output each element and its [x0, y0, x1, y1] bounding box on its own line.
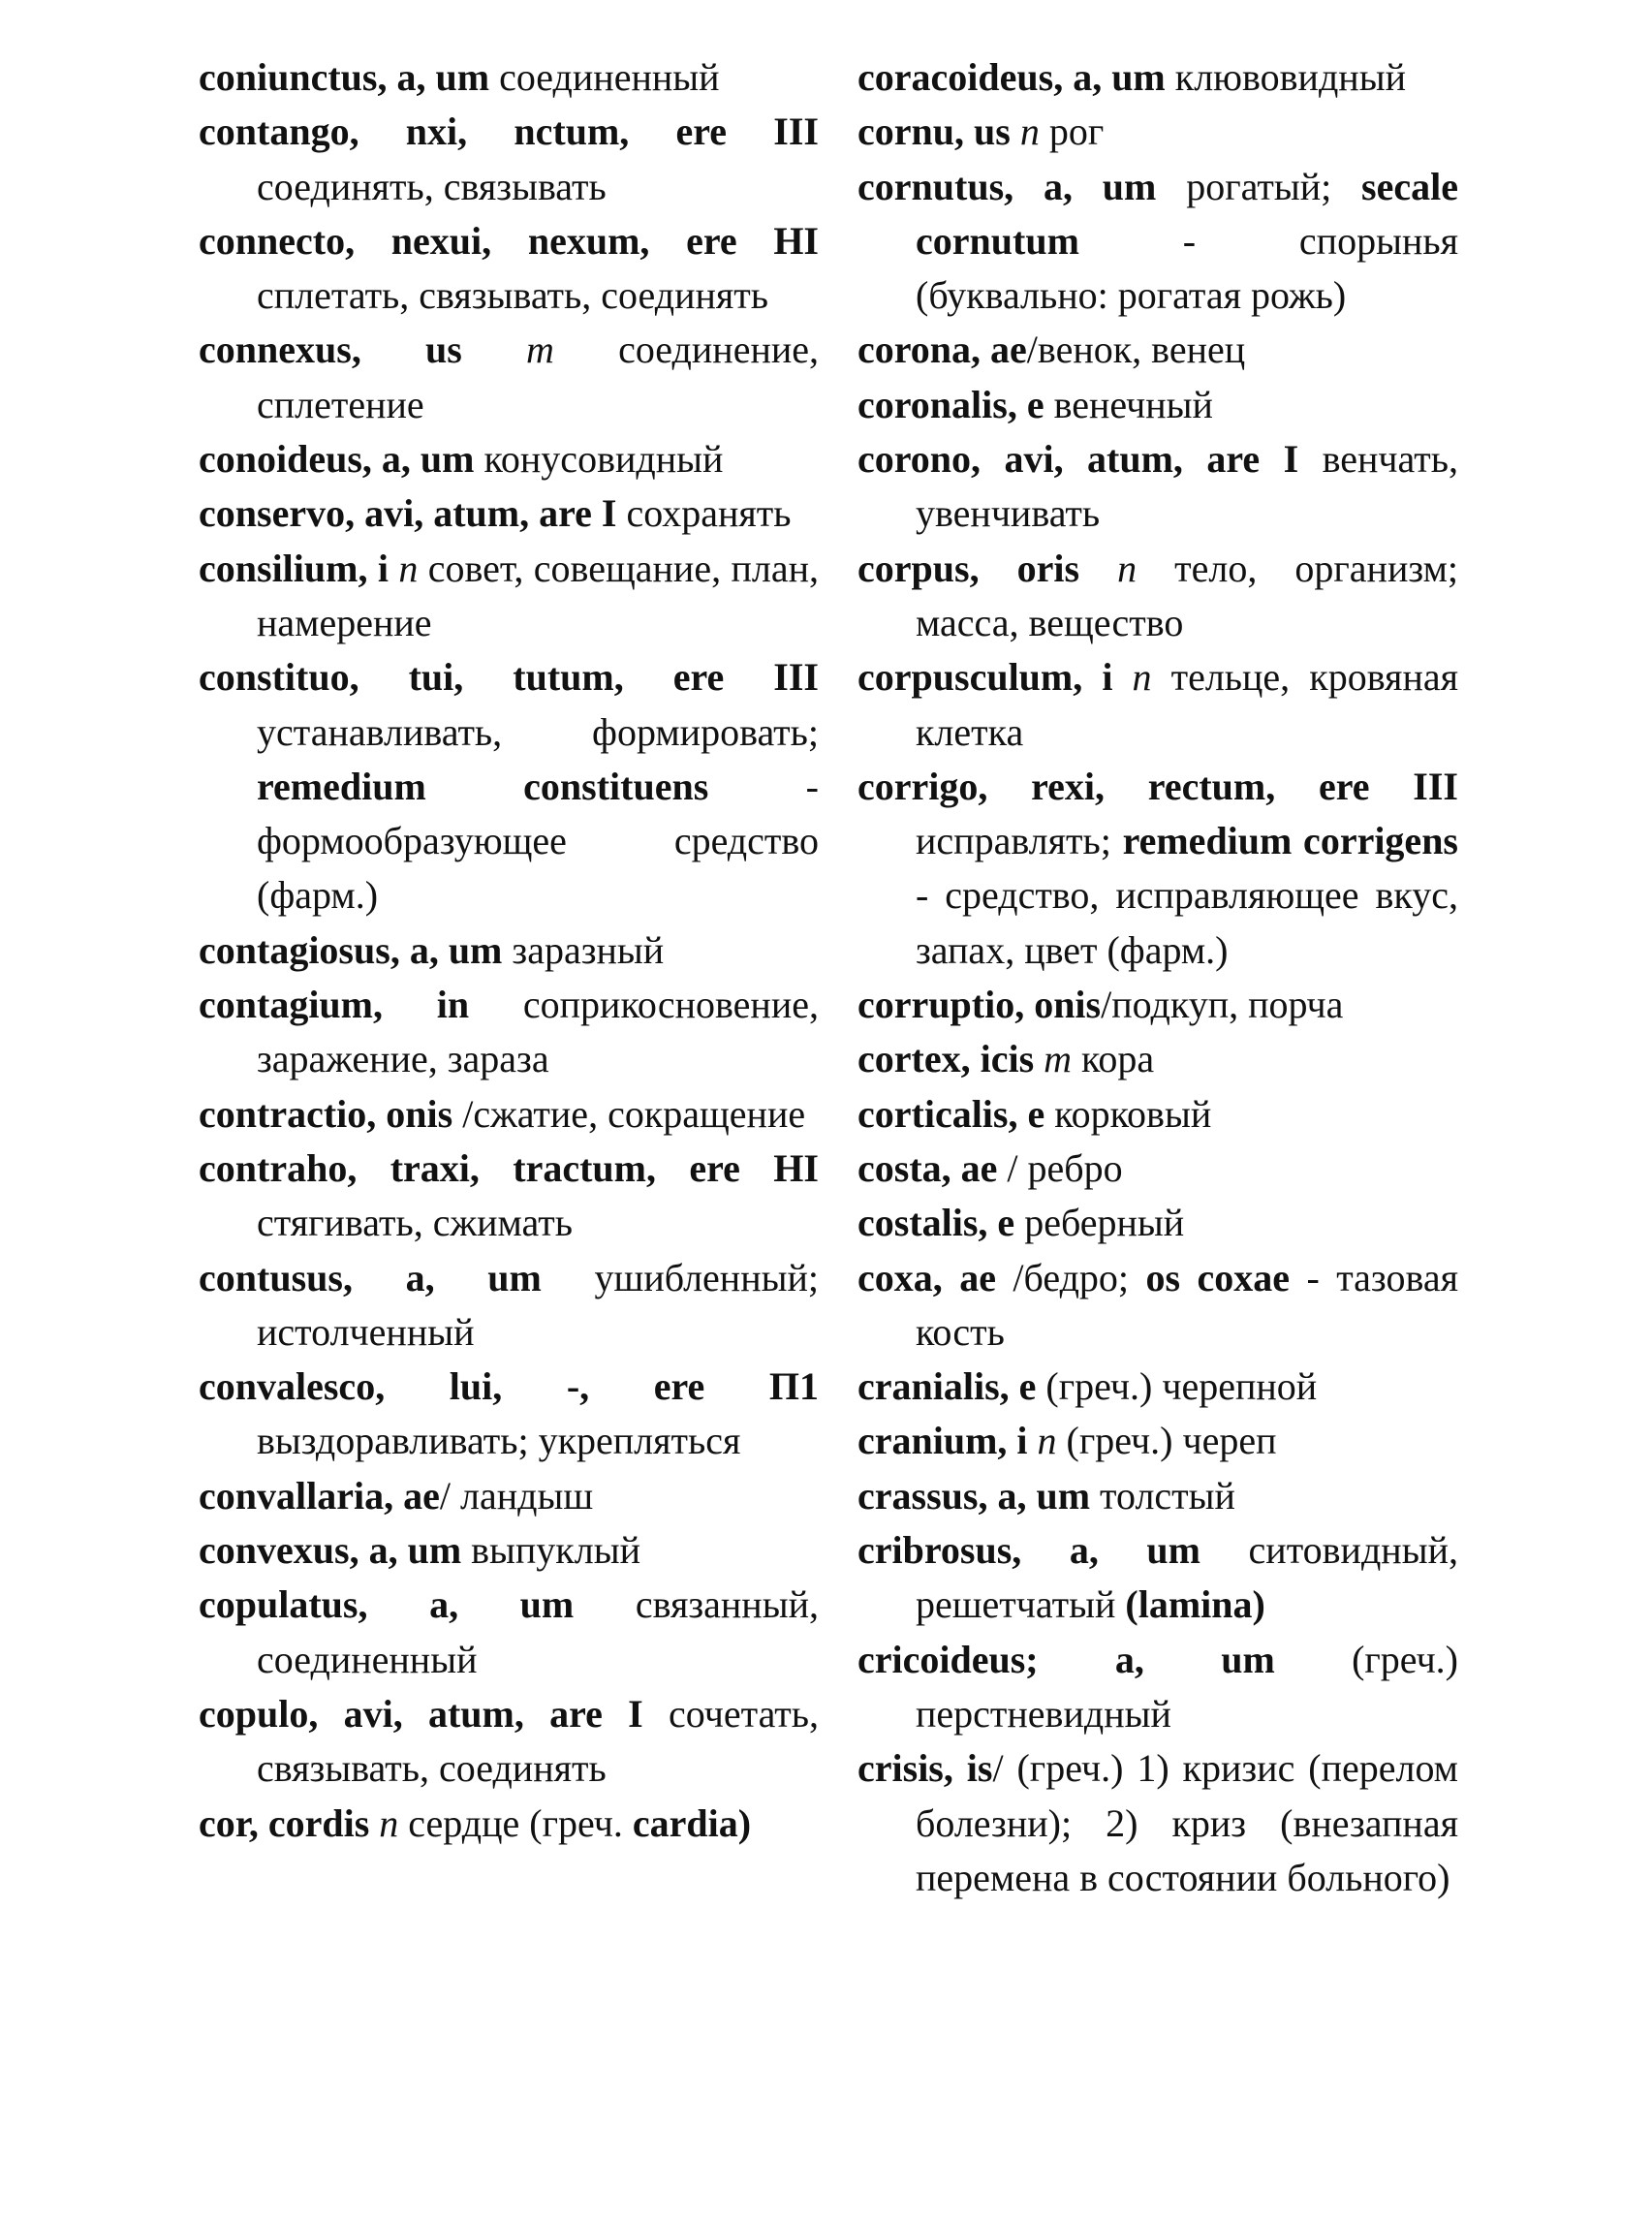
entry-grammar: m [461, 328, 554, 372]
entry-translation: соединенный [489, 55, 720, 99]
dictionary-entry [199, 1360, 819, 1469]
entry-translation: ландыш [450, 1473, 594, 1518]
entry-headword: corruptio, onis [857, 983, 1102, 1027]
dictionary-entry [199, 978, 819, 1087]
dictionary-entry [857, 542, 1458, 651]
dictionary-entry [199, 105, 819, 214]
entry-headword: corono, avi, atum, are I [857, 437, 1299, 482]
entry-headword: cricoideus; a, um [857, 1637, 1275, 1681]
dictionary-entry [857, 1360, 1458, 1414]
dictionary-entry [199, 323, 819, 432]
entry-headword: connexus, us [199, 328, 462, 372]
entry-headword: corticalis, e [857, 1091, 1045, 1136]
dictionary-entry [857, 1251, 1458, 1361]
entry-translation: конусовидный [474, 437, 724, 482]
entry-headword: contraho, traxi, tractum, ere HI [199, 1145, 819, 1190]
entry-grammar: n [388, 546, 419, 590]
entry-headword: coracoideus, a, um [857, 55, 1166, 99]
entry-headword: contagiosus, a, um [199, 927, 503, 972]
entry-headword: corpusculum, i [857, 655, 1113, 700]
entry-translation: сплетать, связывать, соединять [257, 273, 769, 318]
entry-translation: сжатие, сокращение [473, 1091, 806, 1136]
dictionary-entry [199, 923, 819, 978]
entry-translation: тельце, кровяная клетка [916, 655, 1459, 754]
entry-translation: корковый [1044, 1091, 1212, 1136]
entry-translation: ситовидный, решетчатый [916, 1528, 1458, 1627]
entry-grammar: n [1112, 655, 1152, 700]
left-column [199, 50, 819, 1851]
dictionary-entry [199, 1797, 819, 1851]
entry-grammar: n [1010, 110, 1040, 154]
dictionary-entry [857, 1142, 1458, 1196]
dictionary-entry [857, 1032, 1458, 1086]
dictionary-entry [199, 214, 819, 324]
entry-translation-continued: - средство, исправляющее вкус, запах, цвет (фарм.) [916, 873, 1458, 972]
entry-translation: (греч.) 1) кризис (перелом болезни); 2) криз (внезапная перемена в состоянии больного) [916, 1746, 1458, 1899]
entry-translation: совет, совещание, план, намерение [257, 546, 819, 644]
dictionary-entry [199, 650, 819, 923]
dictionary-entry [199, 1087, 819, 1142]
entry-grammar: / [1101, 983, 1112, 1027]
entry-headword: conoideus, a, um [199, 437, 475, 482]
entry-headword: cribrosus, a, um [857, 1528, 1200, 1573]
entry-translation: кора [1072, 1037, 1155, 1081]
entry-translation: соприкосновение, заражение, зараза [257, 983, 819, 1081]
entry-headword: convallaria, ae [199, 1473, 440, 1518]
entry-example: os coxae [1145, 1255, 1290, 1299]
dictionary-entry [199, 542, 819, 651]
entry-headword: connecto, nexui, nexum, ere HI [199, 218, 819, 263]
dictionary-entry [857, 1633, 1458, 1742]
dictionary-entry [199, 1469, 819, 1523]
dictionary-entry [857, 50, 1458, 105]
entry-translation: ребро [1017, 1145, 1123, 1190]
entry-translation: сочетать, связывать, соединять [257, 1691, 820, 1791]
entry-translation: связанный, соединенный [257, 1582, 819, 1681]
dictionary-entry [199, 486, 819, 541]
entry-headword: contango, nxi, nctum, ere III [199, 110, 819, 154]
entry-headword: crisis, is [857, 1746, 993, 1791]
entry-grammar: n [1079, 546, 1138, 590]
entry-grammar: / [995, 1255, 1024, 1299]
dictionary-entry [857, 160, 1458, 324]
entry-translation: устанавливать, формировать; [257, 709, 819, 754]
entry-headword: corona, ae [857, 328, 1027, 372]
entry-headword: corrigo, rexi, rectum, ere III [857, 764, 1458, 808]
entry-headword: cranialis, e [857, 1364, 1037, 1409]
entry-grammar: n [369, 1800, 399, 1845]
dictionary-entry [857, 760, 1458, 978]
entry-headword: constituo, tui, tutum, ere III [199, 655, 819, 700]
entry-translation: рогатый; [1156, 164, 1362, 208]
entry-headword: corpus, oris [857, 546, 1080, 590]
dictionary-entry [857, 1469, 1458, 1523]
entry-translation: венчать, увенчивать [916, 437, 1458, 536]
entry-headword: consilium, i [199, 546, 389, 590]
entry-grammar: m [1034, 1037, 1073, 1081]
entry-headword: convalesco, lui, -, ere П1 [199, 1364, 819, 1409]
dictionary-entry [857, 1087, 1458, 1142]
dictionary-entry [857, 1523, 1458, 1633]
entry-translation: соединение, сплетение [257, 328, 820, 426]
entry-translation: венечный [1044, 382, 1213, 426]
entry-translation-continued: - спорынья (буквально: рогатая рожь) [916, 218, 1458, 318]
entry-translation: венок, венец [1037, 328, 1246, 372]
entry-translation: стягивать, сжимать [257, 1201, 573, 1245]
dictionary-entry [199, 1251, 819, 1361]
entry-translation: выпуклый [461, 1528, 640, 1573]
entry-translation: (греч.) черепной [1036, 1364, 1318, 1409]
entry-translation: выздоравливать; укрепляться [257, 1419, 741, 1463]
entry-translation: исправлять; [916, 819, 1123, 863]
entry-headword: copulatus, a, um [199, 1582, 575, 1627]
entry-translation: подкуп, порча [1111, 983, 1344, 1027]
entry-translation: клювовидный [1165, 55, 1406, 99]
entry-headword: costa, ae [857, 1145, 998, 1190]
entry-headword: coxa, ae [857, 1255, 996, 1299]
entry-headword: cornutus, a, um [857, 164, 1157, 208]
entry-headword: cornu, us [857, 110, 1011, 154]
entry-headword: coronalis, e [857, 382, 1044, 426]
entry-headword: contagium, in [199, 983, 470, 1027]
dictionary-entry [857, 323, 1458, 377]
entry-translation: тело, организм; масса, вещество [916, 546, 1459, 644]
dictionary-entry [199, 50, 819, 105]
dictionary-entry [857, 432, 1458, 542]
entry-translation: сердце (греч. [398, 1800, 633, 1845]
entry-example: remedium corrigens [1122, 819, 1458, 863]
entry-translation: (греч.) череп [1056, 1419, 1277, 1463]
entry-example: cardia) [632, 1800, 752, 1845]
dictionary-entry [199, 1578, 819, 1687]
entry-grammar: / [452, 1091, 474, 1136]
entry-translation: соединять, связывать [257, 164, 607, 208]
dictionary-entry [199, 1687, 819, 1797]
entry-headword: convexus, a, um [199, 1528, 462, 1573]
entry-translation-continued: - формообразующее средство (фарм.) [257, 764, 819, 918]
entry-headword: cranium, i [857, 1419, 1028, 1463]
entry-grammar: / [992, 1746, 1004, 1791]
dictionary-entry [199, 1523, 819, 1578]
dictionary-entry [199, 432, 819, 486]
dictionary-entry [199, 1142, 819, 1251]
entry-headword: cortex, icis [857, 1037, 1035, 1081]
dictionary-entry [857, 105, 1458, 159]
entry-translation: толстый [1090, 1473, 1235, 1518]
entry-headword: costalis, e [857, 1201, 1015, 1245]
entry-example: remedium constituens [257, 764, 709, 808]
entry-translation: ушибленный; истолченный [257, 1255, 820, 1354]
entry-headword: crassus, a, um [857, 1473, 1091, 1518]
entry-translation-continued: - тазовая кость [916, 1255, 1459, 1354]
dictionary-entry [857, 1196, 1458, 1250]
entry-translation: бедро; [1023, 1255, 1146, 1299]
entry-translation: реберный [1014, 1201, 1185, 1245]
entry-grammar: / [1026, 328, 1038, 372]
entry-grammar: / [439, 1473, 451, 1518]
dictionary-entry [857, 650, 1458, 760]
entry-grammar: / [997, 1145, 1018, 1190]
entry-translation: рог [1039, 110, 1105, 154]
entry-translation: сохранять [616, 491, 792, 536]
dictionary-entry [857, 978, 1458, 1032]
entry-headword: copulo, avi, atum, are I [199, 1691, 643, 1736]
dictionary-entry [857, 1414, 1458, 1468]
dictionary-entry [857, 378, 1458, 432]
entry-headword: cor, cordis [199, 1800, 370, 1845]
entry-example: (lamina) [1125, 1582, 1265, 1627]
entry-headword: conservo, avi, atum, are I [199, 491, 617, 536]
entry-translation: (греч.) перстневидный [916, 1637, 1458, 1736]
entry-headword: coniunctus, a, um [199, 55, 490, 99]
dictionary-entry [857, 1741, 1458, 1905]
entry-example: secale cornutum [916, 164, 1458, 263]
entry-headword: contractio, onis [199, 1091, 453, 1136]
entry-headword: contusus, a, um [199, 1255, 542, 1299]
entry-grammar: n [1027, 1419, 1057, 1463]
entry-translation: заразный [502, 927, 665, 972]
right-column [857, 50, 1458, 1905]
